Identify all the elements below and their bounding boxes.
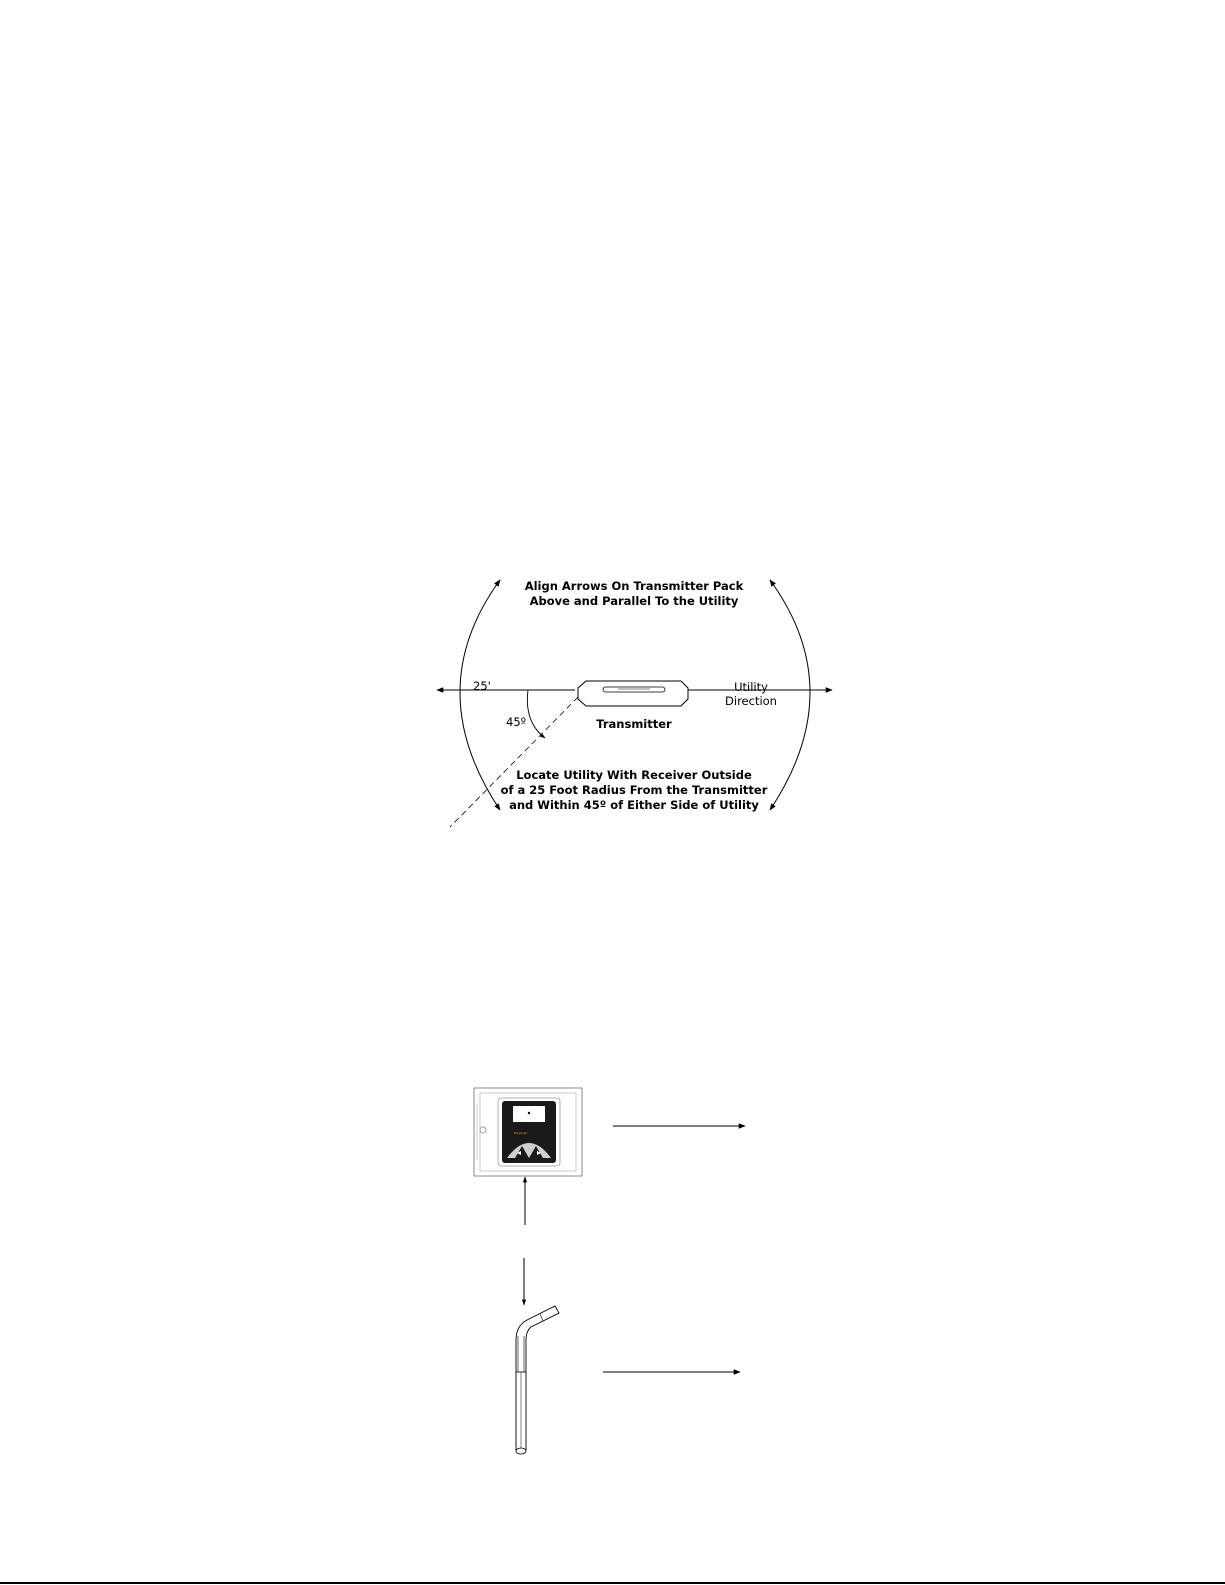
receiver-unit-icon [474, 1088, 582, 1176]
components-illustration [474, 1088, 745, 1454]
probe-wand-icon [516, 1306, 559, 1454]
instruction-bottom-line3: and Within 45º of Either Side of Utility [509, 798, 759, 812]
instruction-bottom-line1: Locate Utility With Receiver Outside [516, 768, 752, 782]
angle-label: 45º [506, 715, 527, 729]
transmitter-placement-diagram [437, 579, 832, 827]
transmitter-label: Transmitter [596, 717, 672, 731]
receiver-brand: PolyScan [514, 1131, 528, 1135]
radius-label: 25' [473, 679, 491, 693]
angle-arc [527, 690, 545, 738]
transmitter-icon [578, 681, 688, 706]
utility-direction-line1: Utility [734, 680, 768, 694]
instruction-top-line2: Above and Parallel To the Utility [529, 594, 739, 608]
instruction-bottom-line2: of a 25 Foot Radius From the Transmitter [500, 783, 768, 797]
radius-arc-left [460, 580, 500, 810]
utility-direction-line2: Direction [725, 694, 777, 708]
instruction-top-line1: Align Arrows On Transmitter Pack [524, 579, 744, 593]
